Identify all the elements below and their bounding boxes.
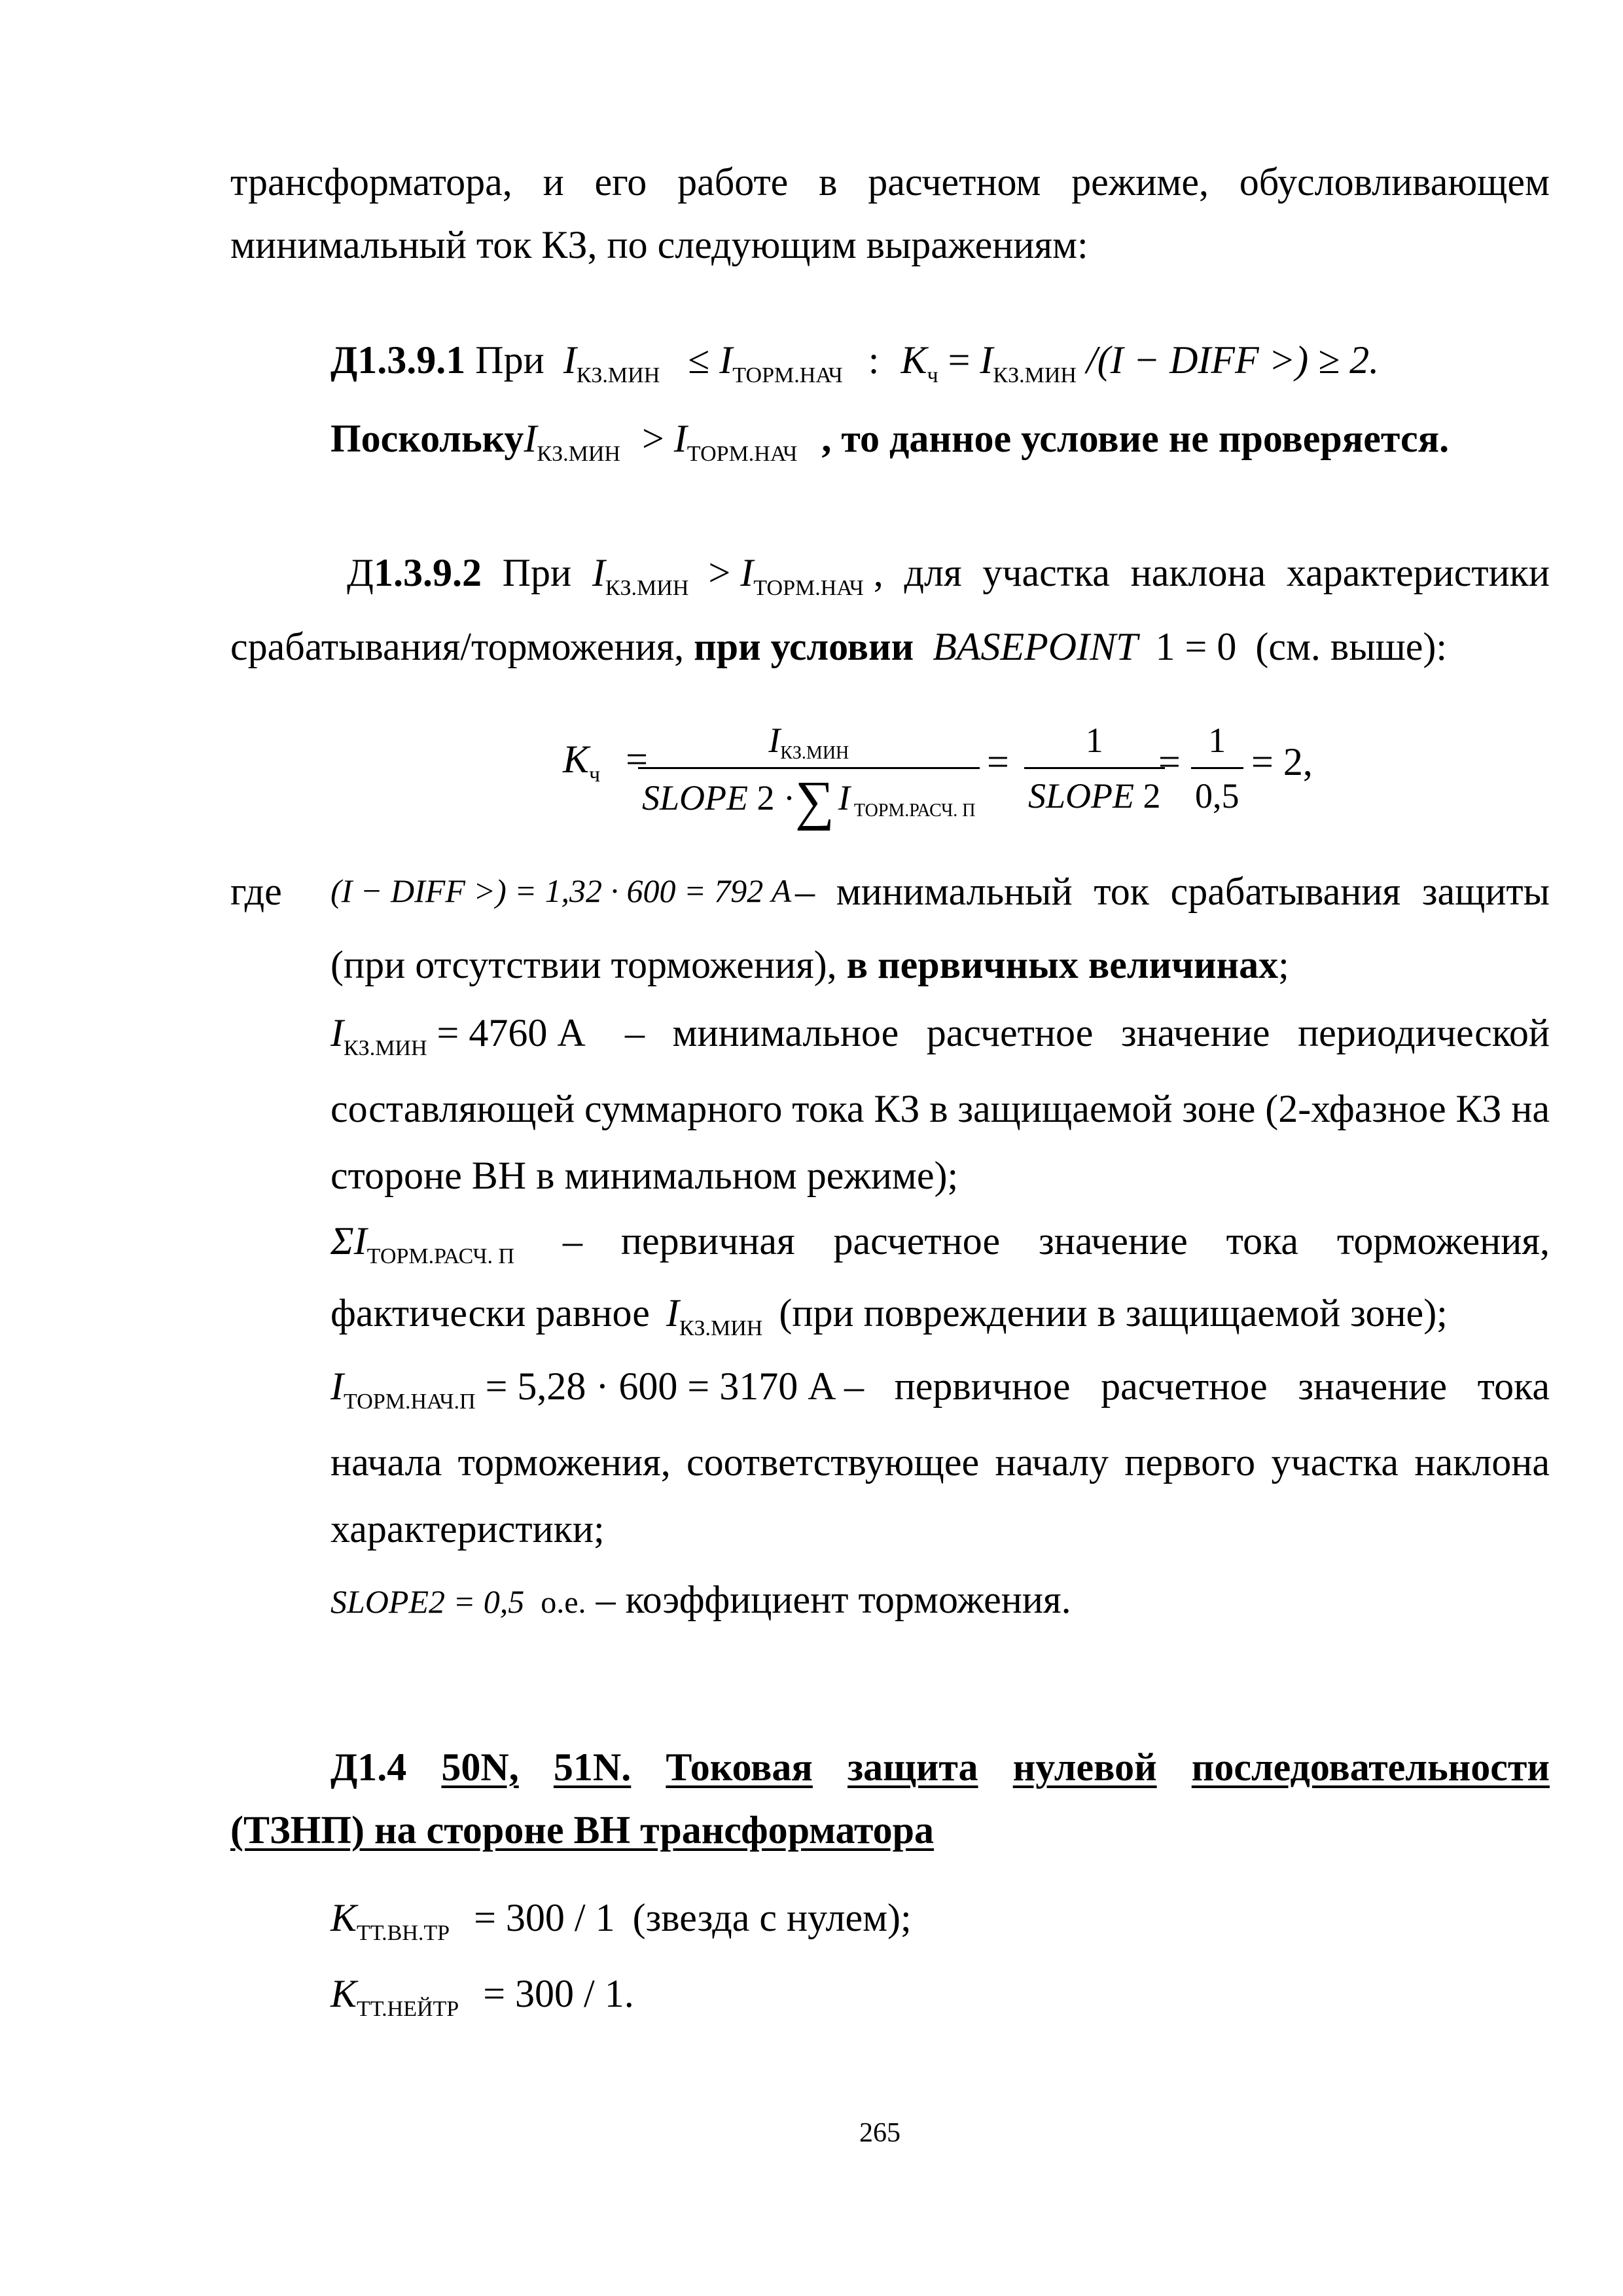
- word: минимальное: [672, 1011, 899, 1054]
- clause-1391: [330, 338, 1380, 387]
- semicolon: ;: [1278, 943, 1289, 986]
- equals-sign: =: [987, 740, 1009, 783]
- word: 50N,: [441, 1746, 519, 1789]
- fraction-third: [1191, 720, 1243, 816]
- condition: [592, 551, 883, 600]
- word: расчетное: [926, 1011, 1094, 1054]
- word: на: [1511, 1087, 1550, 1130]
- word: тока: [792, 1087, 865, 1130]
- word: наклона: [1130, 551, 1266, 594]
- word: началу: [995, 1441, 1109, 1484]
- itn-line-2: [330, 1443, 1550, 1482]
- current-subscript: КЗ.МИН: [537, 442, 620, 466]
- current-subscript: ТОРМ.РАСЧ. П: [366, 1244, 515, 1268]
- current-subscript: КЗ.МИН: [780, 743, 849, 763]
- clause-1392-line-1: [347, 551, 1550, 600]
- itn-description: [844, 1367, 1550, 1406]
- clause-label: Д1.3.9.1: [330, 338, 466, 382]
- ratio-note: (звезда с нулем);: [632, 1896, 912, 1939]
- word: для: [904, 551, 962, 594]
- word: торможения,: [457, 1441, 671, 1484]
- current-symbol: I: [666, 1291, 679, 1335]
- word: в: [929, 1087, 948, 1130]
- word: наклона: [1414, 1441, 1550, 1484]
- word: в: [819, 160, 838, 204]
- coef-symbol: K: [563, 738, 590, 781]
- word: первичная: [620, 1219, 795, 1263]
- coef-symbol: K: [901, 338, 927, 382]
- sum-icon: ∑: [794, 770, 834, 831]
- intro-line-2: минимальный ток КЗ, по следующим выражениям:: [230, 223, 1088, 266]
- current-symbol: I: [838, 778, 850, 817]
- current-subscript: КЗ.МИН: [343, 1036, 427, 1060]
- word: суммарного: [584, 1087, 783, 1130]
- sum-expression: [330, 1219, 515, 1268]
- current-subscript: ТОРМ.НАЧ: [687, 442, 798, 466]
- ikz-line-3: стороне ВН в минимальном режиме);: [330, 1154, 959, 1197]
- current-symbol: I: [768, 721, 781, 760]
- diff-line-2: [330, 945, 1289, 984]
- relation-sign: ≤: [688, 338, 710, 382]
- clause-1392-line-2: [230, 627, 1447, 666]
- fraction-numerator: 1: [1208, 721, 1226, 760]
- word: защищаемой: [957, 1087, 1173, 1130]
- word: торможения,: [1336, 1219, 1550, 1263]
- word: составляющей: [330, 1087, 575, 1130]
- word: защиты: [1421, 870, 1550, 913]
- section-heading-line-1: [330, 1748, 1550, 1787]
- current-subscript: КЗ.МИН: [679, 1316, 763, 1340]
- ct-ratio-vn: [330, 1896, 912, 1945]
- slope-definition: [330, 1580, 1071, 1619]
- word: срабатывания: [1170, 870, 1401, 913]
- coef-subscript: ТТ.НЕЙТР: [357, 1997, 459, 2021]
- equals-sign: =: [626, 738, 648, 781]
- condition-bold: при условии: [694, 625, 914, 668]
- relation-sign: >: [641, 417, 664, 460]
- word: значение: [1120, 1011, 1270, 1054]
- where-word: где: [230, 870, 282, 913]
- fraction-denominator: [638, 767, 980, 831]
- formula-lhs: [563, 738, 648, 787]
- section-number: Д1.4: [330, 1746, 407, 1789]
- value: = 4760 А: [437, 1011, 586, 1054]
- current-symbol: I: [524, 417, 537, 460]
- word: расчетное: [1101, 1365, 1268, 1408]
- see-above: (см. выше):: [1255, 625, 1448, 668]
- ct-ratio-neutral: [330, 1972, 634, 2021]
- word: работе: [677, 160, 789, 204]
- current-symbol: I: [563, 338, 577, 382]
- current-symbol: I: [673, 417, 687, 460]
- current-symbol: I: [740, 551, 754, 594]
- clause-1391-note: [330, 417, 1450, 466]
- fraction-denominator: 0,5: [1191, 767, 1243, 816]
- fraction-numerator: 1: [1085, 721, 1103, 760]
- current-symbol: I: [330, 1365, 344, 1408]
- note-start: Поскольку: [330, 417, 524, 460]
- word: начала: [330, 1441, 442, 1484]
- equals-sign: =: [948, 338, 971, 382]
- line-start: (при отсутствии торможения),: [330, 943, 837, 986]
- current-subscript: ТОРМ.НАЧ.П: [343, 1390, 476, 1414]
- current-symbol: I: [592, 551, 605, 594]
- word: тока: [1226, 1219, 1298, 1263]
- note-end: , то данное условие не проверяется.: [821, 417, 1450, 460]
- word: минимальный: [836, 870, 1073, 913]
- sum-description: [563, 1221, 1550, 1261]
- word: последовательности: [1191, 1746, 1550, 1789]
- ikz-expression: [330, 1011, 586, 1060]
- label-number: 1.3.9.2: [373, 551, 482, 594]
- clause-label: [347, 553, 482, 592]
- word: нулевой: [1012, 1746, 1157, 1789]
- word: тока: [1477, 1365, 1550, 1408]
- coef-symbol: K: [330, 1896, 357, 1939]
- word: зоне: [1182, 1087, 1256, 1130]
- slope-symbol: SLOPE: [642, 778, 748, 817]
- line-bold: в первичных величинах: [846, 943, 1279, 986]
- ratio-value: = 300 / 1.: [483, 1972, 634, 2015]
- word: защита: [847, 1746, 978, 1789]
- colon: :: [868, 338, 880, 382]
- current-subscript: ТОРМ.НАЧ: [753, 576, 864, 600]
- sum-line-2: [330, 1291, 1448, 1340]
- coef-subscript: ч: [589, 762, 601, 787]
- slope-expression: SLOPE2 = 0,5: [330, 1583, 525, 1620]
- clause-pri: При: [502, 551, 572, 594]
- fraction-denominator: [1024, 767, 1165, 816]
- label-letter: Д: [347, 551, 374, 594]
- current-subscript: КЗ.МИН: [605, 576, 689, 600]
- itn-line-3: характеристики;: [330, 1507, 605, 1551]
- section-heading-line-2: (ТЗНП) на стороне ВН трансформатора: [230, 1808, 935, 1852]
- clause-pri: При: [475, 338, 544, 382]
- sum-symbol: ΣI: [330, 1219, 367, 1263]
- word: режиме,: [1071, 160, 1209, 204]
- ikz-line-2: [330, 1089, 1550, 1128]
- dash: –: [844, 1365, 864, 1408]
- line-start: фактически равное: [330, 1291, 650, 1335]
- intro-line-1: [230, 162, 1550, 202]
- word: периодической: [1298, 1011, 1550, 1054]
- fraction-second: [1024, 720, 1165, 816]
- slope-unit: о.е.: [541, 1585, 586, 1620]
- ratio-value: = 300 / 1: [474, 1896, 615, 1939]
- slope-index: 2 ·: [757, 778, 795, 817]
- dash: –: [625, 1011, 645, 1054]
- current-subscript: КЗ.МИН: [993, 363, 1077, 387]
- line-end: (при повреждении в защищаемой зоне);: [779, 1291, 1448, 1335]
- basepoint-value: 1 = 0: [1155, 625, 1237, 668]
- current-symbol: I: [719, 338, 733, 382]
- slope-description: – коэффициент торможения.: [596, 1578, 1071, 1621]
- word: (2-хфазное: [1265, 1087, 1446, 1130]
- word: и: [543, 160, 564, 204]
- slope-symbol: SLOPE: [1028, 776, 1134, 816]
- word: его: [594, 160, 647, 204]
- word: расчетное: [833, 1219, 1001, 1263]
- coef-subscript: ч: [927, 363, 938, 387]
- current-subscript: КЗ.МИН: [576, 363, 660, 387]
- current-subscript: ТОРМ.НАЧ: [732, 363, 843, 387]
- word: участка: [1271, 1441, 1399, 1484]
- word: характеристики: [1286, 551, 1550, 594]
- word: Токовая: [666, 1746, 813, 1789]
- fraction-main: [638, 720, 980, 831]
- formula-result: = 2,: [1251, 740, 1313, 783]
- basepoint-symbol: BASEPOINT: [933, 625, 1138, 668]
- itn-expression: [330, 1365, 836, 1414]
- word: трансформатора,: [230, 160, 512, 204]
- dash: –: [563, 1219, 582, 1263]
- current-subscript: ТОРМ.РАСЧ. П: [853, 800, 976, 821]
- word: расчетном: [868, 160, 1041, 204]
- word: первичное: [894, 1365, 1071, 1408]
- word: обусловливающем: [1239, 160, 1550, 204]
- word: значение: [1298, 1365, 1448, 1408]
- word: КЗ: [874, 1087, 920, 1130]
- word: первого: [1124, 1441, 1256, 1484]
- comma: ,: [873, 551, 883, 594]
- word: значение: [1039, 1219, 1188, 1263]
- ikz-description: [625, 1013, 1550, 1052]
- word: ток: [1094, 870, 1149, 913]
- word: соответствующее: [687, 1441, 980, 1484]
- value: = 5,28 · 600 = 3170 А: [485, 1365, 836, 1408]
- coef-subscript: ТТ.ВН.ТР: [357, 1921, 450, 1945]
- current-symbol: I: [330, 1011, 344, 1054]
- clause-tail: /(I − DIFF >) ≥ 2.: [1086, 338, 1380, 382]
- fraction-numerator: [764, 720, 853, 767]
- diff-description: [795, 872, 1550, 911]
- relation-sign: >: [708, 551, 731, 594]
- dash: –: [795, 870, 815, 913]
- line-start: срабатывания/торможения,: [230, 625, 685, 668]
- page-number: 265: [859, 2118, 901, 2148]
- current-symbol: I: [980, 338, 993, 382]
- word: КЗ: [1455, 1087, 1502, 1130]
- diff-expression: (I − DIFF >) = 1,32 · 600 = 792 А: [330, 872, 792, 909]
- equals-sign: =: [1158, 740, 1181, 783]
- word: 51N.: [553, 1746, 632, 1789]
- coef-symbol: K: [330, 1972, 357, 2015]
- word: участка: [982, 551, 1110, 594]
- slope-index: 2: [1143, 776, 1161, 816]
